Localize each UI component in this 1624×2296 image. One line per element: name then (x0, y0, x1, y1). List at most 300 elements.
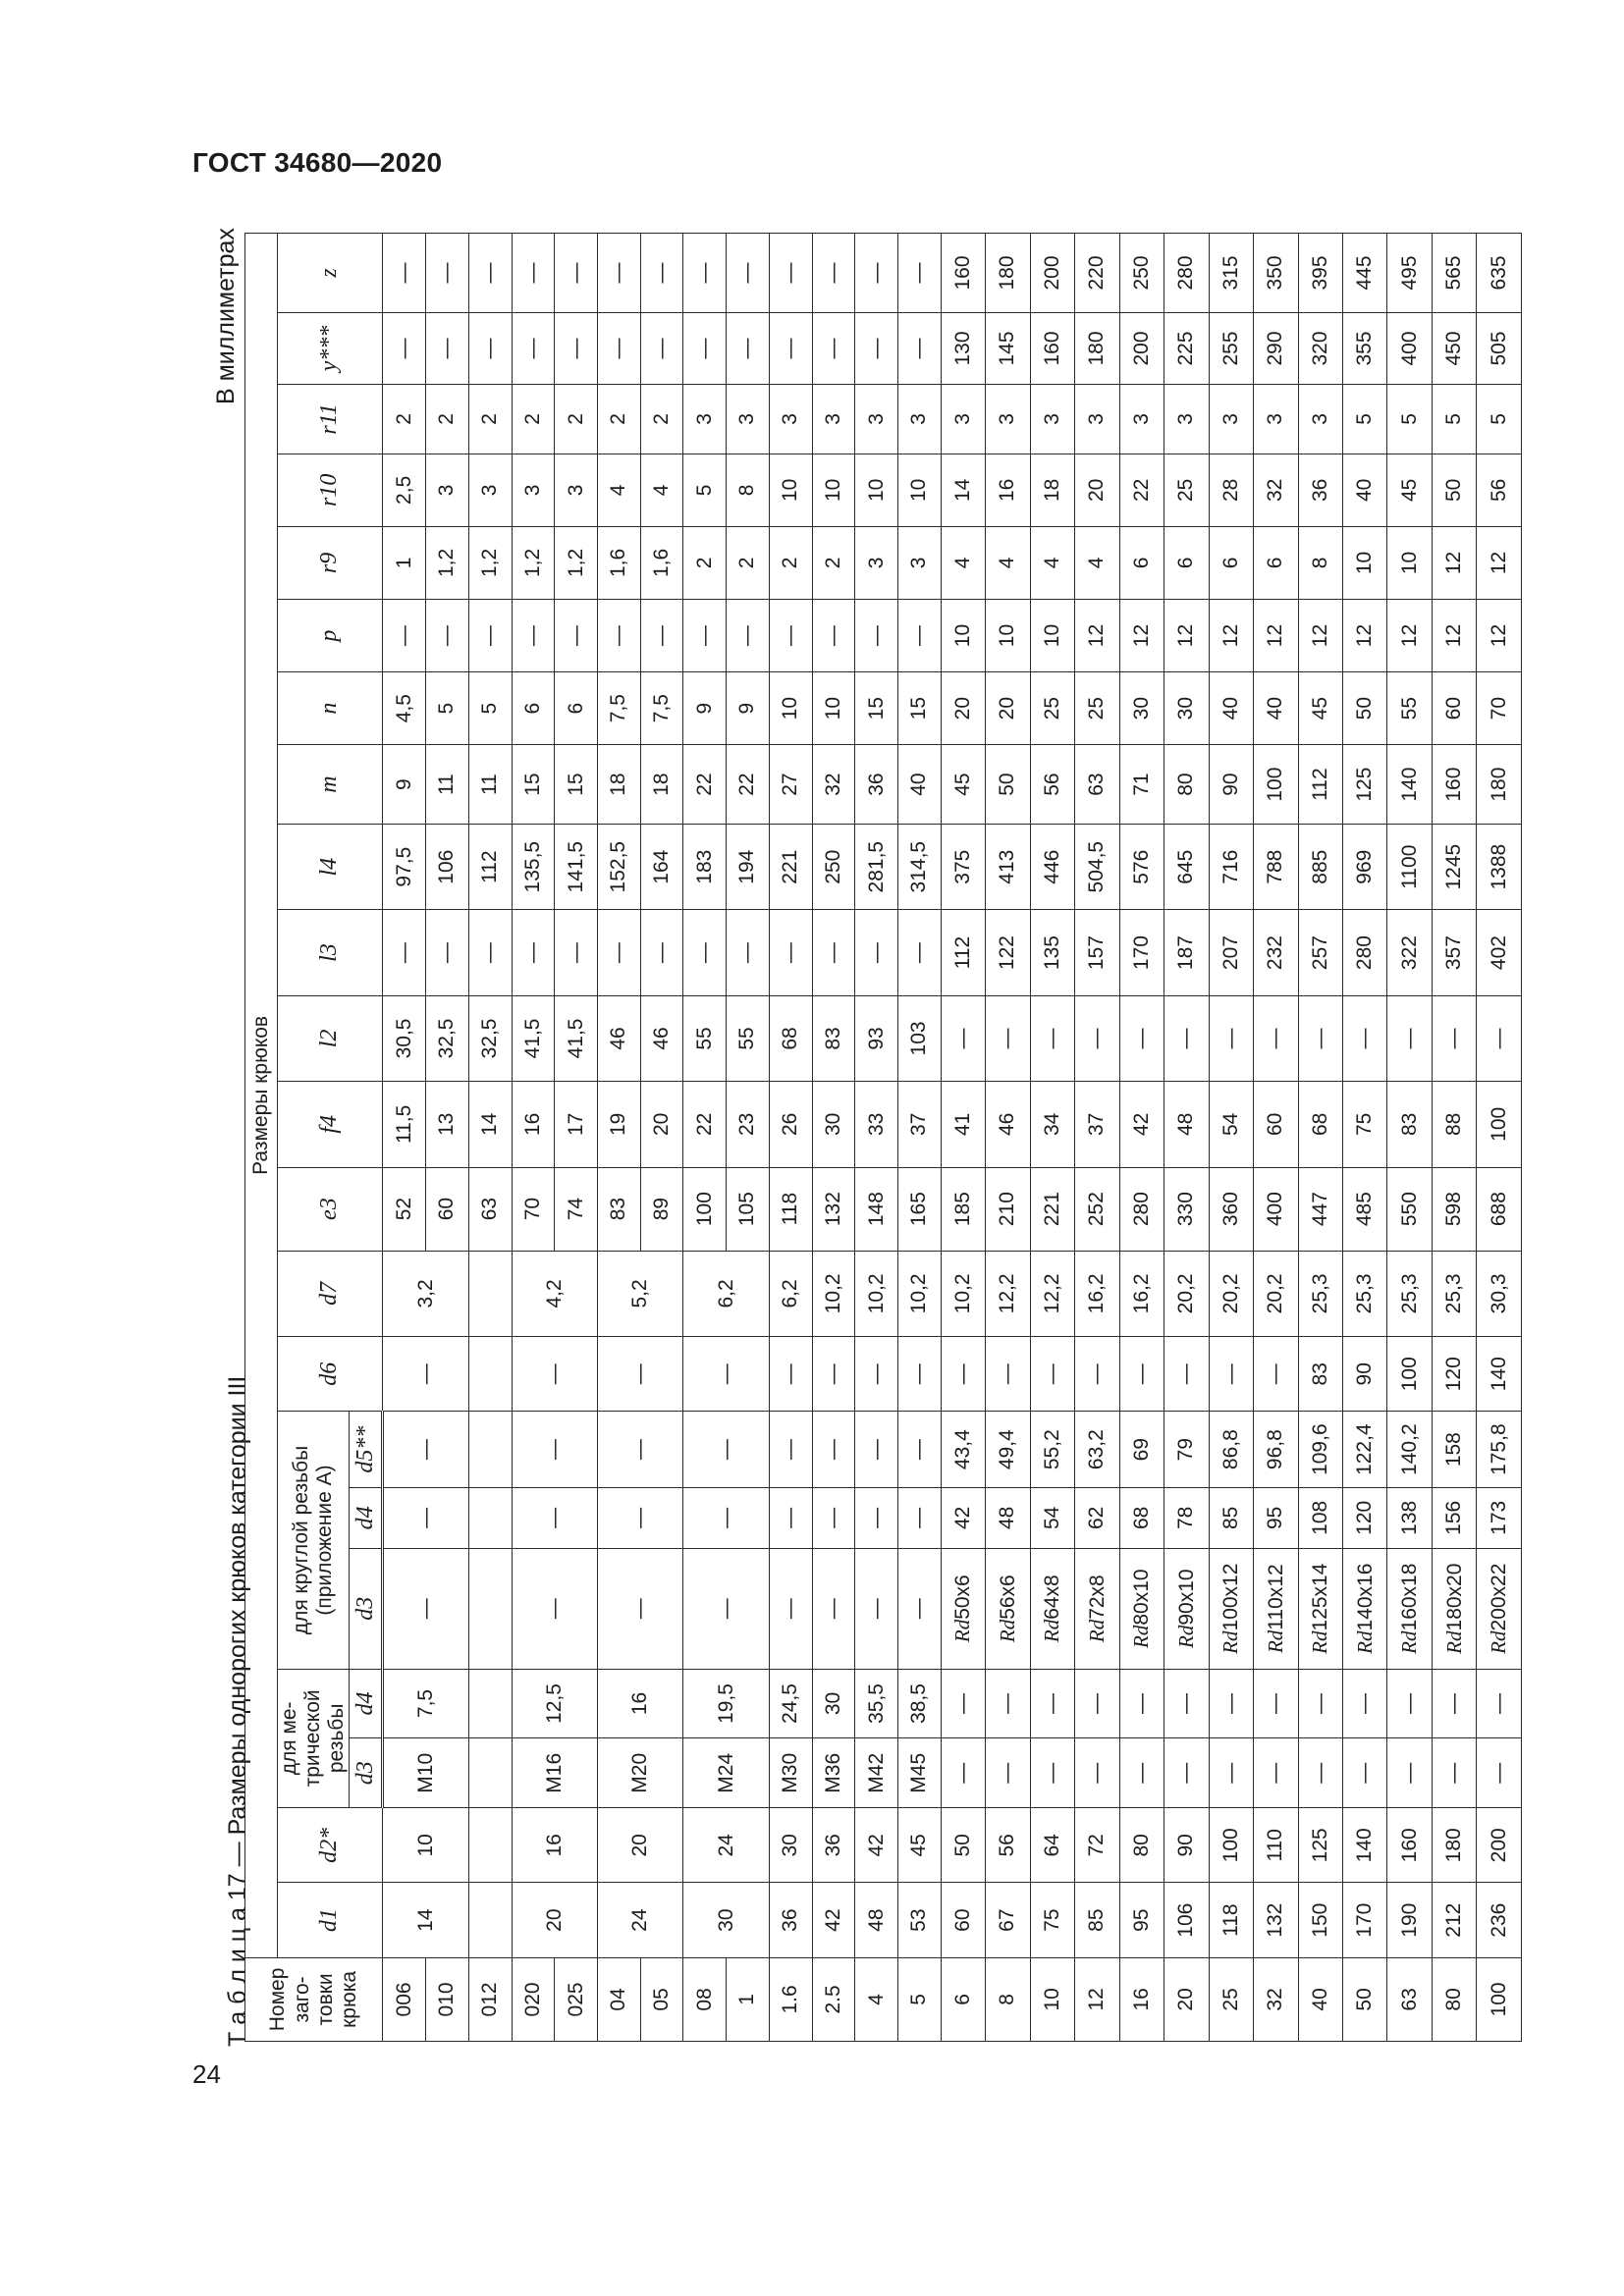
table-cell: 74 (555, 1167, 598, 1251)
table-cell: 69 (1119, 1412, 1164, 1487)
table-cell: 3 (1030, 384, 1074, 454)
table-cell: 132 (1254, 1883, 1298, 1957)
table-cell: — (769, 1337, 812, 1412)
table-cell: — (855, 312, 898, 384)
table-cell: 130 (941, 312, 985, 384)
table-cell: 106 (426, 824, 469, 909)
hook-dimensions-table-wrapper (244, 233, 1522, 2042)
table-cell: Rd180x20 (1432, 1548, 1476, 1669)
table-cell: Rd200x22 (1477, 1548, 1522, 1669)
table-cell: — (683, 234, 727, 313)
table-cell: 30,5 (383, 995, 426, 1081)
table-cell: — (512, 1337, 597, 1412)
table-cell: 40 (1209, 672, 1253, 745)
table-cell: 10 (769, 672, 812, 745)
table-cell: 175,8 (1477, 1412, 1522, 1487)
table-cell: 56 (1477, 454, 1522, 526)
col-d2: d2* (278, 1808, 383, 1883)
table-cell: 90 (1209, 745, 1253, 825)
table-cell: 10 (986, 600, 1030, 672)
table-cell: 112 (1298, 745, 1342, 825)
table-cell: — (598, 1548, 683, 1669)
table-cell: 55 (727, 995, 770, 1081)
table-cell: 42 (941, 1487, 985, 1548)
table-cell: 25 (1164, 454, 1209, 526)
table-cell: — (1298, 995, 1342, 1081)
table-cell: — (1119, 995, 1164, 1081)
table-cell: 46 (640, 995, 683, 1081)
table-cell: 2,5 (383, 454, 426, 526)
table-cell: 36 (812, 1808, 855, 1883)
table-cell: 118 (769, 1167, 812, 1251)
table-cell: 140 (1477, 1337, 1522, 1412)
table-cell: — (855, 1487, 898, 1548)
table-cell: 19,5 (683, 1669, 769, 1738)
table-row (1075, 234, 1119, 2042)
table-cell: — (769, 312, 812, 384)
table-cell: 3 (898, 384, 942, 454)
table-cell: — (941, 1669, 985, 1738)
table-cell: 12 (1432, 526, 1476, 599)
table-cell: 22 (727, 745, 770, 825)
table-cell: 12 (1342, 600, 1386, 672)
table-cell: 280 (1342, 910, 1386, 995)
table-cell: 10 (383, 1808, 468, 1883)
table-cell: 30 (683, 1883, 769, 1957)
table-cell: 120 (1342, 1487, 1386, 1548)
table-cell: 447 (1298, 1167, 1342, 1251)
table-cell: 108 (1298, 1487, 1342, 1548)
table-cell: 20,2 (1254, 1251, 1298, 1336)
table-cell: 3 (512, 454, 555, 526)
table-cell (468, 1412, 512, 1487)
table-cell: 1 (383, 526, 426, 599)
table-cell: 025 (555, 1957, 598, 2041)
table-cell: 158 (1432, 1412, 1476, 1487)
page-number: 24 (192, 2059, 221, 2089)
table-cell: 357 (1432, 910, 1476, 995)
table-cell: 6 (1254, 526, 1298, 599)
table-cell: 72 (1075, 1808, 1119, 1883)
table-cell: 688 (1477, 1167, 1522, 1251)
table-cell: 14 (468, 1082, 512, 1167)
table-cell: 1 (727, 1957, 770, 2041)
table-cell: 5 (898, 1957, 942, 2041)
table-cell: 32 (812, 745, 855, 825)
table-cell: 5 (1432, 384, 1476, 454)
table-cell: — (598, 312, 641, 384)
table-cell: — (986, 1337, 1030, 1412)
table-cell: 3 (941, 384, 985, 454)
col-r10: r10 (278, 454, 383, 526)
table-cell: 45 (1387, 454, 1432, 526)
table-cell: 37 (1075, 1082, 1119, 1167)
table-cell: 250 (812, 824, 855, 909)
table-cell: — (1030, 1738, 1074, 1808)
table-cell: 360 (1209, 1167, 1253, 1251)
table-cell: — (1342, 1738, 1386, 1808)
table-cell: 83 (1387, 1082, 1432, 1167)
table-cell: 8 (986, 1957, 1030, 2041)
table-cell: 10 (769, 454, 812, 526)
table-cell: — (640, 234, 683, 313)
table-cell: Rd64x8 (1030, 1548, 1074, 1669)
table-cell: 969 (1342, 824, 1386, 909)
table-row (986, 234, 1030, 2042)
table-cell: — (812, 1337, 855, 1412)
table-cell: 9 (383, 745, 426, 825)
table-cell: 45 (941, 745, 985, 825)
col-d6: d6 (278, 1337, 383, 1412)
table-cell: 86,8 (1209, 1412, 1253, 1487)
table-cell: 4 (986, 526, 1030, 599)
table-row (812, 234, 855, 2042)
table-cell: 565 (1432, 234, 1476, 313)
table-cell: 30 (1119, 672, 1164, 745)
table-cell: 45 (898, 1808, 942, 1883)
table-cell: 445 (1342, 234, 1386, 313)
table-cell: 55 (1387, 672, 1432, 745)
table-cell: 5 (1387, 384, 1432, 454)
table-cell: 12 (1254, 600, 1298, 672)
table-cell: 1,2 (555, 526, 598, 599)
col-r9: r9 (278, 526, 383, 599)
table-cell: 48 (855, 1883, 898, 1957)
round-thread-header: для круглой резьбы (приложение А) (278, 1412, 350, 1669)
table-cell: 50 (1342, 1957, 1386, 2041)
table-cell: 12 (1119, 600, 1164, 672)
table-cell: 12,2 (1030, 1251, 1074, 1336)
table-cell: 100 (683, 1167, 727, 1251)
table-cell: 1.6 (769, 1957, 812, 2041)
table-cell: — (1432, 1669, 1476, 1738)
metric-thread-header: для ме-трической резьбы (278, 1669, 350, 1808)
table-cell: 18 (598, 745, 641, 825)
table-cell: 85 (1209, 1487, 1253, 1548)
table-cell: M45 (898, 1738, 942, 1808)
table-cell: 280 (1164, 234, 1209, 313)
table-cell: 20 (1164, 1957, 1209, 2041)
table-cell: 330 (1164, 1167, 1209, 1251)
col-d4-round: d4 (350, 1487, 383, 1548)
table-cell: 56 (986, 1808, 1030, 1883)
table-cell: 3 (426, 454, 469, 526)
table-cell: — (1119, 1337, 1164, 1412)
table-row (1164, 234, 1209, 2042)
table-cell: 15 (855, 672, 898, 745)
table-cell: — (769, 1412, 812, 1487)
table-cell: 160 (1432, 745, 1476, 825)
col-e3: e3 (278, 1167, 383, 1251)
table-cell: 400 (1387, 312, 1432, 384)
table-cell: 495 (1387, 234, 1432, 313)
table-cell: — (986, 1669, 1030, 1738)
table-cell: — (426, 600, 469, 672)
table-cell: 40 (1298, 1957, 1342, 2041)
table-cell: 194 (727, 824, 770, 909)
table-cell: 3,2 (383, 1251, 468, 1336)
table-row (1254, 234, 1298, 2042)
table-cell: — (941, 1738, 985, 1808)
table-cell: 23 (727, 1082, 770, 1167)
col-y: y*** (278, 312, 383, 384)
table-cell: 36 (855, 745, 898, 825)
table-cell: 100 (1477, 1957, 1522, 2041)
table-row (1387, 234, 1432, 2042)
table-cell: 46 (598, 995, 641, 1081)
table-cell: 485 (1342, 1167, 1386, 1251)
table-cell: 3 (468, 454, 512, 526)
table-cell: — (986, 1738, 1030, 1808)
table-cell: — (683, 1337, 769, 1412)
table-cell: Rd140x16 (1342, 1548, 1386, 1669)
table-cell: — (1030, 995, 1074, 1081)
table-cell: 118 (1209, 1883, 1253, 1957)
table-cell: 78 (1164, 1487, 1209, 1548)
table-cell: 2 (683, 526, 727, 599)
table-cell: — (855, 234, 898, 313)
table-cell: — (1209, 1738, 1253, 1808)
table-cell: 17 (555, 1082, 598, 1167)
table-cell: 42 (1119, 1082, 1164, 1167)
table-row (1209, 234, 1253, 2042)
table-cell: 2 (555, 384, 598, 454)
table-cell: 322 (1387, 910, 1432, 995)
table-cell: — (598, 1487, 683, 1548)
table-row (898, 234, 942, 2042)
table-cell: 20,2 (1164, 1251, 1209, 1336)
table-cell: — (812, 1412, 855, 1487)
table-cell: 157 (1075, 910, 1119, 995)
table-cell: — (1387, 995, 1432, 1081)
table-cell: 150 (1298, 1883, 1342, 1957)
table-cell: 53 (898, 1883, 942, 1957)
table-cell: — (898, 1487, 942, 1548)
table-row (1477, 234, 1522, 2042)
table-cell: 95 (1119, 1883, 1164, 1957)
table-cell: — (812, 1487, 855, 1548)
table-row (855, 234, 898, 2042)
table-cell (468, 1548, 512, 1669)
table-cell: 10 (1030, 600, 1074, 672)
table-cell: — (1164, 1669, 1209, 1738)
table-cell: 164 (640, 824, 683, 909)
table-cell: 2 (769, 526, 812, 599)
table-cell: 106 (1164, 1883, 1209, 1957)
table-cell: 170 (1119, 910, 1164, 995)
table-cell: 5 (683, 454, 727, 526)
table-cell: 12 (1209, 600, 1253, 672)
document-header: ГОСТ 34680—2020 (192, 147, 443, 178)
table-cell: — (1075, 1669, 1119, 1738)
table-cell: 3 (1075, 384, 1119, 454)
col-z: z (278, 234, 383, 313)
table-cell: 7,5 (383, 1669, 468, 1738)
table-cell: Rd160x18 (1387, 1548, 1432, 1669)
table-cell: 25,3 (1342, 1251, 1386, 1336)
table-cell: 187 (1164, 910, 1209, 995)
table-cell: — (769, 1487, 812, 1548)
table-cell: 12 (1075, 600, 1119, 672)
table-cell: 140 (1387, 745, 1432, 825)
table-cell: 41 (941, 1082, 985, 1167)
table-cell: 63 (468, 1167, 512, 1251)
table-cell: 70 (1477, 672, 1522, 745)
table-cell: 15 (555, 745, 598, 825)
table-cell: 10 (812, 672, 855, 745)
table-cell: — (683, 1487, 769, 1548)
table-cell: 25 (1209, 1957, 1253, 2041)
table-cell: — (855, 600, 898, 672)
table-cell: — (727, 312, 770, 384)
table-cell: — (898, 910, 942, 995)
table-cell: 141,5 (555, 824, 598, 909)
hook-sizes-header: Размеры крюков (245, 234, 278, 1958)
table-cell: Rd125x14 (1298, 1548, 1342, 1669)
table-cell: 550 (1387, 1167, 1432, 1251)
table-cell: 225 (1164, 312, 1209, 384)
table-cell: Rd50x6 (941, 1548, 985, 1669)
table-cell: 32 (1254, 1957, 1298, 2041)
table-cell: — (769, 234, 812, 313)
table-cell: 8 (1298, 526, 1342, 599)
table-cell: 5 (468, 672, 512, 745)
table-cell: 135,5 (512, 824, 555, 909)
table-cell: 3 (1298, 384, 1342, 454)
hook-dimensions-table (244, 233, 1522, 2042)
table-cell: 32 (1254, 454, 1298, 526)
table-cell: 1388 (1477, 824, 1522, 909)
table-cell: 2 (468, 384, 512, 454)
table-cell: — (426, 312, 469, 384)
table-cell: — (640, 312, 683, 384)
col-d1: d1 (278, 1883, 383, 1957)
table-cell: 12 (1432, 600, 1476, 672)
table-cell: 48 (1164, 1082, 1209, 1167)
table-cell: 16,2 (1119, 1251, 1164, 1336)
table-cell: 395 (1298, 234, 1342, 313)
table-cell: — (1209, 1669, 1253, 1738)
table-cell: — (512, 312, 555, 384)
table-cell: — (1164, 1337, 1209, 1412)
table-cell: — (1030, 1669, 1074, 1738)
col-p: p (278, 600, 383, 672)
table-cell: 645 (1164, 824, 1209, 909)
table-cell: 71 (1119, 745, 1164, 825)
table-cell: 375 (941, 824, 985, 909)
table-cell: 156 (1432, 1487, 1476, 1548)
table-cell: 140,2 (1387, 1412, 1432, 1487)
table-cell: 2.5 (812, 1957, 855, 2041)
table-row (512, 234, 555, 2042)
table-cell: 24 (598, 1883, 683, 1957)
table-cell: 236 (1477, 1883, 1522, 1957)
table-cell: 60 (941, 1883, 985, 1957)
table-cell: 200 (1477, 1808, 1522, 1883)
table-cell: 4 (598, 454, 641, 526)
table-cell: 3 (555, 454, 598, 526)
table-cell: 90 (1342, 1337, 1386, 1412)
table-cell: 95 (1254, 1487, 1298, 1548)
table-cell: 80 (1432, 1957, 1476, 2041)
table-cell: 10 (898, 454, 942, 526)
table-cell: 109,6 (1298, 1412, 1342, 1487)
table-cell: — (1075, 1738, 1119, 1808)
table-cell: 50 (986, 745, 1030, 825)
table-cell: — (727, 910, 770, 995)
table-cell: 6 (1164, 526, 1209, 599)
table-cell: 83 (812, 995, 855, 1081)
table-cell: — (512, 910, 555, 995)
table-cell: 505 (1477, 312, 1522, 384)
table-cell: — (512, 600, 555, 672)
table-cell: 15 (512, 745, 555, 825)
table-cell: 30 (769, 1808, 812, 1883)
table-cell: 83 (1298, 1337, 1342, 1412)
table-cell: 6,2 (683, 1251, 769, 1336)
table-cell: — (812, 600, 855, 672)
table-cell: 138 (1387, 1487, 1432, 1548)
table-cell: 122,4 (1342, 1412, 1386, 1487)
table-cell: 36 (1298, 454, 1342, 526)
table-row (769, 234, 812, 2042)
table-cell: Rd56x6 (986, 1548, 1030, 1669)
table-cell: — (468, 910, 512, 995)
table-cell: — (383, 910, 426, 995)
table-cell: 18 (640, 745, 683, 825)
table-cell: 6 (1119, 526, 1164, 599)
table-cell: 16,2 (1075, 1251, 1119, 1336)
table-cell: 3 (1254, 384, 1298, 454)
table-cell: 16 (512, 1808, 597, 1883)
table-cell: — (1387, 1738, 1432, 1808)
table-cell: 33 (855, 1082, 898, 1167)
table-cell: — (383, 1548, 468, 1669)
table-cell: — (727, 234, 770, 313)
table-cell: 212 (1432, 1883, 1476, 1957)
table-cell: — (812, 312, 855, 384)
col-l2: l2 (278, 995, 383, 1081)
table-cell: M36 (812, 1738, 855, 1808)
table-row (1298, 234, 1342, 2042)
table-cell: — (769, 600, 812, 672)
table-cell (468, 1337, 512, 1412)
table-row (598, 234, 641, 2042)
table-cell (468, 1808, 512, 1883)
table-cell: 55 (683, 995, 727, 1081)
table-cell: — (383, 312, 426, 384)
table-cell: 28 (1209, 454, 1253, 526)
table-cell: 6 (555, 672, 598, 745)
table-cell: — (812, 234, 855, 313)
table-cell: — (769, 1548, 812, 1669)
table-cell: 10 (941, 600, 985, 672)
table-row (683, 234, 727, 2042)
table-cell: 3 (769, 384, 812, 454)
table-cell: 36 (769, 1883, 812, 1957)
table-cell: 1,2 (426, 526, 469, 599)
table-cell: 450 (1432, 312, 1476, 384)
col-d3-round: d3 (350, 1548, 383, 1669)
table-cell: 16 (1119, 1957, 1164, 2041)
table-cell: — (1432, 995, 1476, 1081)
table-cell: 48 (986, 1487, 1030, 1548)
table-cell: — (986, 995, 1030, 1081)
table-cell: — (1387, 1669, 1432, 1738)
table-cell: 006 (383, 1957, 426, 2041)
table-cell: 90 (1164, 1808, 1209, 1883)
table-cell: 3 (855, 384, 898, 454)
